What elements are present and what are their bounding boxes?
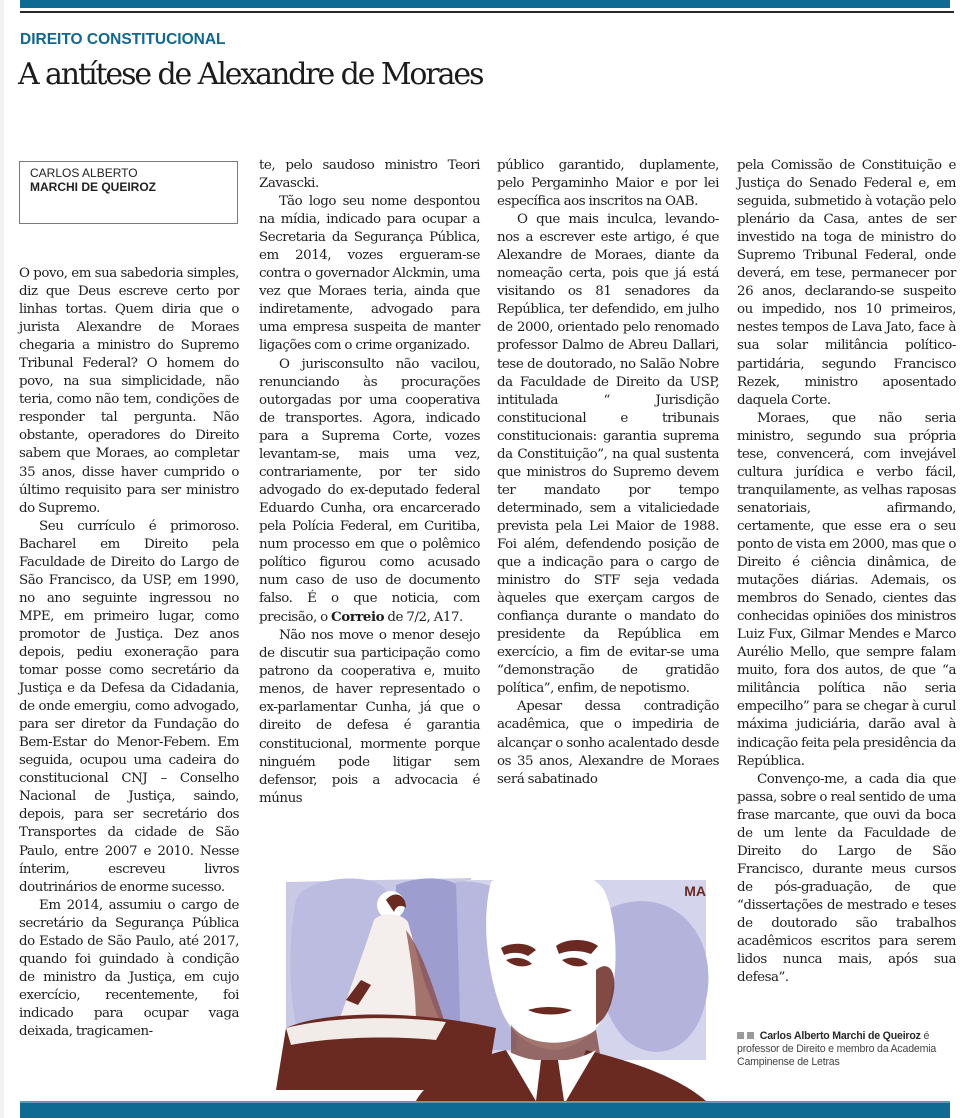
paragraph: público garantido, duplamente, pelo Pergaminho Maior e por lei específica aos inscritos na OAB.	[497, 158, 719, 210]
headline: A antítese de Alexandre de Moraes	[18, 57, 483, 92]
artist-signature: MA	[684, 883, 706, 899]
bottom-color-bar	[20, 1103, 950, 1118]
article-column-3	[497, 157, 719, 789]
paragraph: Convenço-me, a cada dia que passa, sobre o real sentido de uma frase marcante, que ouvi da boca de um lente da Faculdade de Direito do Largo de São Francisco, durante meus cursos de pós-graduação, de que “dissertações de mestrado e teses de doutorado são trabalhos acadêmicos escritos para serem lidos nunca mais, após sua defesa”.	[737, 771, 956, 986]
paragraph-text: O jurisconsulto não vacilou, renunciando às procurações outorgadas por uma cooperativa de transportes. Agora, indicado para a Suprema Corte, vozes levantam-se, mais uma vez, contrariamente, por ter sido advogado do ex-deputado federal Eduardo Cunha, ora encarcerado pela Polícia Federal, em Curitiba, num processo em que o polêmico político figurou como acusado num caso de uso de documento falso. É o que noticia, com precisão, o	[259, 356, 480, 626]
article-column-2	[259, 157, 480, 808]
article-column-4	[737, 157, 956, 987]
newspaper-citation: Correio	[331, 609, 385, 626]
citation-date: de 7/2, A17.	[384, 610, 463, 626]
paragraph: Tão logo seu nome despontou na mídia, indicado para ocupar a Secretaria da Segurança Pública, em 2014, vozes ergueram-se contra o governador Alckmin, uma vez que Moraes teria, ainda que indiretamente, advogado para uma empresa suspeita de manter ligações com o crime organizado.	[259, 194, 480, 354]
paragraph: Em 2014, assumiu o cargo de secretário da Segurança Pública do Estado de São Paulo, até 2017, quando foi guindado à condição de ministro da Justiça, em cujo exercício, recentemente, foi indicado para ocupar vaga deixada, tragicamen-	[19, 897, 239, 1039]
illustration-portrait	[266, 860, 726, 1101]
bullet-square-icon	[737, 1032, 744, 1039]
paragraph: Não nos move o menor desejo de discutir sua participação como patrono da cooperativa e, muito menos, de haver representado o ex-parlamentar Cunha, já que o direito de defesa é garantia constitucional, mormente porque ninguém pode litigar sem defensor, pois a advocacia é múnus	[259, 628, 480, 806]
section-kicker: DIREITO CONSTITUCIONAL	[20, 31, 226, 48]
paragraph: Seu currículo é primoroso. Bacharel em Direito pela Faculdade de Direito do Largo de São Francisco, da USP, em 1990, no ano seguinte ingressou no MPE, em primeiro lugar, como promotor de Justiça. Dez anos depois, pediu exoneração para tomar posse como secretário da Justiça e da Defesa da Cidadania, de onde emergiu, como advogado, para ser diretor da Fundação do Bem-Estar do Menor-Febem. Em seguida, ocupou uma cadeira do constitucional CNJ – Conselho Nacional de Justiça, saindo, depois, para ser secretário dos Transportes da cidade de São Paulo, entre 2007 e 2010. Nesse ínterim, escreveu livros doutrinários de enorme sucesso.	[19, 518, 239, 895]
paragraph: Moraes, que não seria ministro, segundo sua própria tese, convencerá, com invejável cultura jurídica e verbo fácil, tranquilamente, as velhas raposas senatoriais, afirmando, certamente, que esse era o seu ponto de vista em 2000, mas que o Direito é ciência dinâmica, de mutações diárias. Ademais, os membros do Senado, cientes das conhecidas opiniões dos ministros Luiz Fux, Gilmar Mendes e Marco Aurélio Mello, que sempre falam muito, fora dos autos, de que “a militância política não seria empecilho” para se chegar à curul máxima judiciária, darão aval à indicação feita pela presidência da República.	[737, 410, 956, 769]
author-bio	[737, 1030, 957, 1069]
bio-text: é professor de Direito e membro da Academia Campinense de Letras	[737, 1030, 937, 1068]
article-column-1	[19, 265, 239, 1041]
author-last-name: MARCHI DE QUEIROZ	[30, 180, 156, 194]
bullet-square-icon	[747, 1032, 754, 1039]
paragraph-with-citation	[259, 356, 480, 628]
top-color-bar	[20, 0, 950, 8]
paragraph: te, pelo saudoso ministro Teori Zavascki.	[259, 158, 480, 192]
paragraph: O que mais inculca, levando-nos a escrever este artigo, é que Alexandre de Moraes, diante da nomeação certa, pois que já está visitando os 81 senadores da República, ter defendido, em julho de 2000, orientado pelo renomado professor Dalmo de Abreu Dallari, tese de doutorado, no Salão Nobre da Faculdade de Direito da USP, intitulada “ Jurisdição constitucional e tribunais constitucionais: garantia suprema da Constituição”, na qual sustenta que ministros do Supremo devem ter mandato por tempo determinado, sem a vitaliciedade prevista pela Lei Maior de 1988. Foi além, defendendo posição de que a indicação para o cargo de ministro do STF seja vedada àqueles que exerçam cargos de confiança durante o mandato do presidente da República em exercício, a fim de evitar-se uma “demonstração de gratidão política”, enfim, de nepotismo.	[497, 212, 719, 697]
author-first-name: CARLOS ALBERTO	[30, 166, 138, 180]
paragraph: pela Comissão de Constituição e Justiça do Senado Federal e, em seguida, submetido à votação pelo plenário da Casa, antes de ser investido na toga de ministro do Supremo Tribunal Federal, onde deverá, em tese, permanecer por 26 anos, declarando-se suspeito ou impedido, nos 10 primeiros, nestes tempos de Lava Jato, face à sua solar militância político-partidária, segundo Francisco Rezek, ministro aposentado daquela Corte.	[737, 158, 956, 408]
paragraph: O povo, em sua sabedoria simples, diz que Deus escreve certo por linhas tortas. Quem diria que o jurista Alexandre de Moraes chegaria a ministro do Supremo Tribunal Federal? O homem do povo, na sua simplicidade, não teria, como não tem, condições de responder tal pergunta. Não obstante, operadores do Direito sabem que Moraes, ao completar 35 anos, disse haver cumprido o último requisito para ser ministro do Supremo.	[19, 266, 239, 516]
paragraph: Apesar dessa contradição acadêmica, que o impediria de alcançar o sonho acalentado desde os 35 anos, Alexandre de Moraes será sabatinado	[497, 699, 719, 787]
author-byline	[19, 161, 238, 224]
illustration-svg	[266, 860, 726, 1101]
page-edge	[0, 0, 4, 1118]
top-rule	[20, 11, 954, 13]
bio-author-name: Carlos Alberto Marchi de Queiroz	[759, 1030, 921, 1042]
